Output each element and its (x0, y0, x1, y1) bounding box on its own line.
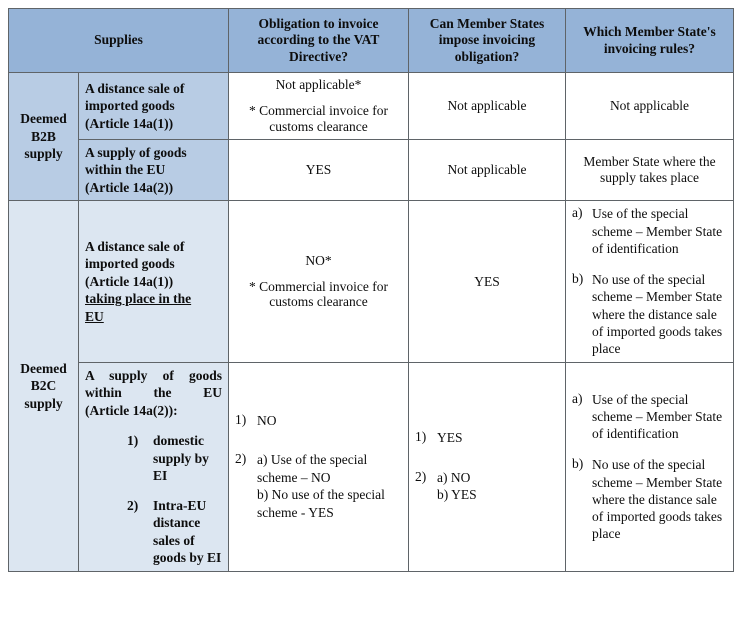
list-text: Use of the special scheme – Member State of identification (592, 391, 723, 442)
list-item (235, 451, 402, 521)
sub-option-b: b) YES (437, 487, 477, 503)
list-item (572, 205, 727, 257)
list-text: No use of the special scheme – Member State where the distance sale of imported goods takes place (592, 272, 723, 357)
supply-line: imported goods (85, 98, 175, 114)
list-item (415, 469, 559, 504)
table-row (9, 362, 734, 571)
header-row (9, 9, 734, 73)
cell-obligation-b2c-2 (229, 362, 409, 571)
table-row (9, 201, 734, 362)
list-marker: a) (572, 390, 583, 406)
group-label-b2c: Deemed B2C supply (9, 201, 79, 571)
vat-invoicing-rules-table (8, 8, 734, 572)
obligation-value: NO* (305, 252, 332, 268)
column-header-impose: Can Member States impose invoicing obligation? (409, 9, 566, 73)
table-body (9, 73, 734, 572)
table-row (9, 73, 734, 140)
which-line: Member State where the (583, 154, 716, 170)
list-text: Intra-EU distance sales of goods by EI (153, 497, 222, 566)
column-header-obligation: Obligation to invoice according to the VAT Directive? (229, 9, 409, 73)
obligation-footnote-line: * Commercial invoice for (248, 102, 389, 118)
list-text: Use of the special scheme – Member State of identification (592, 206, 723, 256)
group-label-b2b: Deemed B2B supply (9, 73, 79, 201)
table-header (9, 9, 734, 73)
supply-line: (Article 14a(2)) (85, 179, 174, 195)
sub-option-a: a) Use of the special scheme – NO (257, 452, 368, 485)
supply-line: (Article 14a(2)): (85, 403, 178, 419)
cell-supply-b2b-1 (79, 73, 229, 140)
cell-supply-b2c-1 (79, 201, 229, 362)
cell-obligation-b2b-2: YES (229, 139, 409, 201)
list-marker: b) (572, 271, 584, 287)
list-marker: 1) (235, 411, 247, 427)
list-marker: 2) (415, 468, 427, 484)
cell-impose-b2b-1: Not applicable (409, 73, 566, 140)
list-item (415, 429, 559, 447)
table-row (9, 139, 734, 201)
list-text: domestic supply by EI (153, 432, 209, 484)
supply-line: (Article 14a(1)) (85, 273, 174, 289)
list-marker: 2) (127, 497, 139, 513)
which-option-list (572, 391, 727, 543)
obligation-footnote-line: customs clearance (269, 294, 368, 310)
list-item (85, 432, 222, 485)
column-header-which-member-state: Which Member State's invoicing rules? (566, 9, 734, 73)
cell-impose-b2c-2 (409, 362, 566, 571)
impose-option-list (415, 429, 559, 504)
sub-option-a: a) NO (437, 469, 471, 485)
cell-supply-b2c-2 (79, 362, 229, 571)
cell-which-b2c-2 (566, 362, 734, 571)
list-marker: b) (572, 456, 584, 472)
list-text (437, 469, 559, 504)
which-option-list (572, 205, 727, 357)
cell-which-b2b-1: Not applicable (566, 73, 734, 140)
which-line: supply takes place (600, 170, 699, 186)
obligation-footnote-line: customs clearance (269, 118, 368, 134)
supply-line: A distance sale of (85, 80, 185, 96)
list-text: YES (437, 430, 463, 446)
supply-line: imported goods (85, 256, 175, 272)
list-marker: 2) (235, 451, 247, 467)
cell-impose-b2c-1: YES (409, 201, 566, 362)
supply-line: within the EU (85, 162, 166, 178)
list-text: NO (257, 412, 277, 428)
cell-impose-b2b-2: Not applicable (409, 139, 566, 201)
list-marker: a) (572, 205, 583, 221)
list-item (572, 456, 727, 542)
list-text: No use of the special scheme – Member State where the distance sale of imported goods takes place (592, 457, 723, 542)
cell-supply-b2b-2 (79, 139, 229, 201)
list-item (85, 497, 222, 567)
supply-line: A supply of goods (85, 367, 222, 383)
list-item (572, 391, 727, 443)
list-item (235, 412, 402, 430)
cell-obligation-b2c-1 (229, 201, 409, 362)
column-header-supplies: Supplies (9, 9, 229, 73)
cell-which-b2b-2 (566, 139, 734, 201)
cell-obligation-b2b-1 (229, 73, 409, 140)
supply-line: A distance sale of (85, 238, 185, 254)
supply-line-underlined: EU (85, 308, 104, 324)
obligation-footnote-line: * Commercial invoice for (248, 278, 389, 294)
list-text (257, 451, 402, 521)
sub-option-b: b) No use of the special scheme - YES (257, 487, 385, 520)
supply-line-underlined: taking place in the (85, 291, 192, 307)
supply-sub-item-list (85, 432, 222, 567)
list-marker: 1) (127, 432, 139, 448)
cell-which-b2c-1 (566, 201, 734, 362)
supply-line: A supply of goods (85, 144, 187, 160)
obligation-value: Not applicable* (275, 77, 362, 92)
list-item (572, 271, 727, 357)
list-marker: 1) (415, 429, 427, 445)
obligation-option-list (235, 412, 402, 522)
supply-line: (Article 14a(1)) (85, 115, 174, 131)
supply-line: within the EU (85, 385, 222, 401)
